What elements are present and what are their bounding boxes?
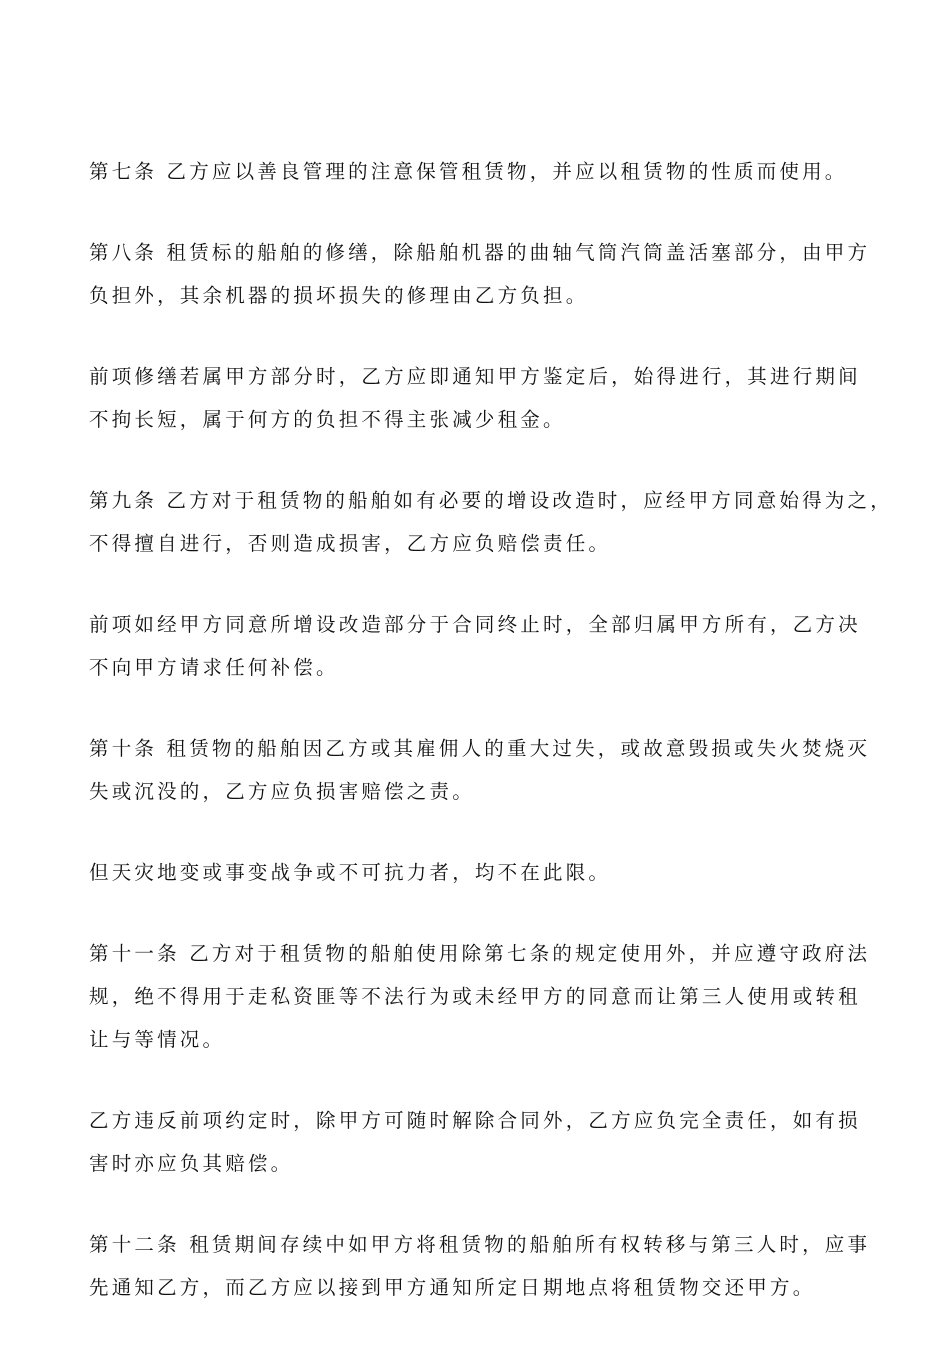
paragraph-article-12 [89, 1223, 869, 1309]
paragraph-article-9-clause-2 [89, 603, 869, 689]
paragraph-line: 不向甲方请求任何补偿。 [89, 656, 339, 679]
paragraph-article-10-clause-2 [89, 851, 869, 894]
paragraph-article-8 [89, 231, 869, 317]
paragraph-line: 乙方违反前项约定时，除甲方可随时解除合同外，乙方应负完全责任，如有损 [89, 1109, 861, 1132]
paragraph-article-7 [89, 150, 869, 193]
paragraph-line: 不拘长短，属于何方的负担不得主张减少租金。 [89, 408, 566, 431]
paragraph-line: 负担外，其余机器的损坏损失的修理由乙方负担。 [89, 284, 589, 307]
paragraph-article-10 [89, 727, 869, 813]
paragraph-line: 先通知乙方，而乙方应以接到甲方通知所定日期地点将租赁物交还甲方。 [89, 1276, 816, 1299]
paragraph-line: 第十二条 租赁期间存续中如甲方将租赁物的船舶所有权转移与第三人时，应事 [89, 1233, 871, 1256]
paragraph-line: 第十条 租赁物的船舶因乙方或其雇佣人的重大过失，或故意毁损或失火焚烧灭 [89, 737, 871, 760]
document-body [89, 150, 893, 1347]
paragraph-line: 不得擅自进行，否则造成损害，乙方应负赔偿责任。 [89, 532, 612, 555]
paragraph-article-8-clause-2 [89, 355, 869, 441]
paragraph-article-11 [89, 932, 869, 1061]
paragraph-line: 第七条 乙方应以善良管理的注意保管租赁物，并应以租赁物的性质而使用。 [89, 160, 848, 183]
paragraph-line: 第九条 乙方对于租赁物的船舶如有必要的增设改造时，应经甲方同意始得为之， [89, 489, 893, 512]
paragraph-line: 让与等情况。 [89, 1028, 226, 1051]
paragraph-line: 害时亦应负其赔偿。 [89, 1152, 294, 1175]
paragraph-line: 规，绝不得用于走私资匪等不法行为或未经甲方的同意而让第三人使用或转租 [89, 985, 861, 1008]
paragraph-article-9 [89, 479, 893, 565]
paragraph-line: 第十一条 乙方对于租赁物的船舶使用除第七条的规定使用外，并应遵守政府法 [89, 942, 871, 965]
paragraph-article-11-clause-2 [89, 1099, 869, 1185]
paragraph-line: 但天灾地变或事变战争或不可抗力者，均不在此限。 [89, 861, 612, 884]
paragraph-line: 失或沉没的，乙方应负损害赔偿之责。 [89, 780, 475, 803]
paragraph-line: 前项修缮若属甲方部分时，乙方应即通知甲方鉴定后，始得进行，其进行期间 [89, 365, 861, 388]
paragraph-line: 前项如经甲方同意所增设改造部分于合同终止时，全部归属甲方所有，乙方决 [89, 613, 861, 636]
paragraph-line: 第八条 租赁标的船舶的修缮，除船舶机器的曲轴气筒汽筒盖活塞部分，由甲方 [89, 241, 871, 264]
